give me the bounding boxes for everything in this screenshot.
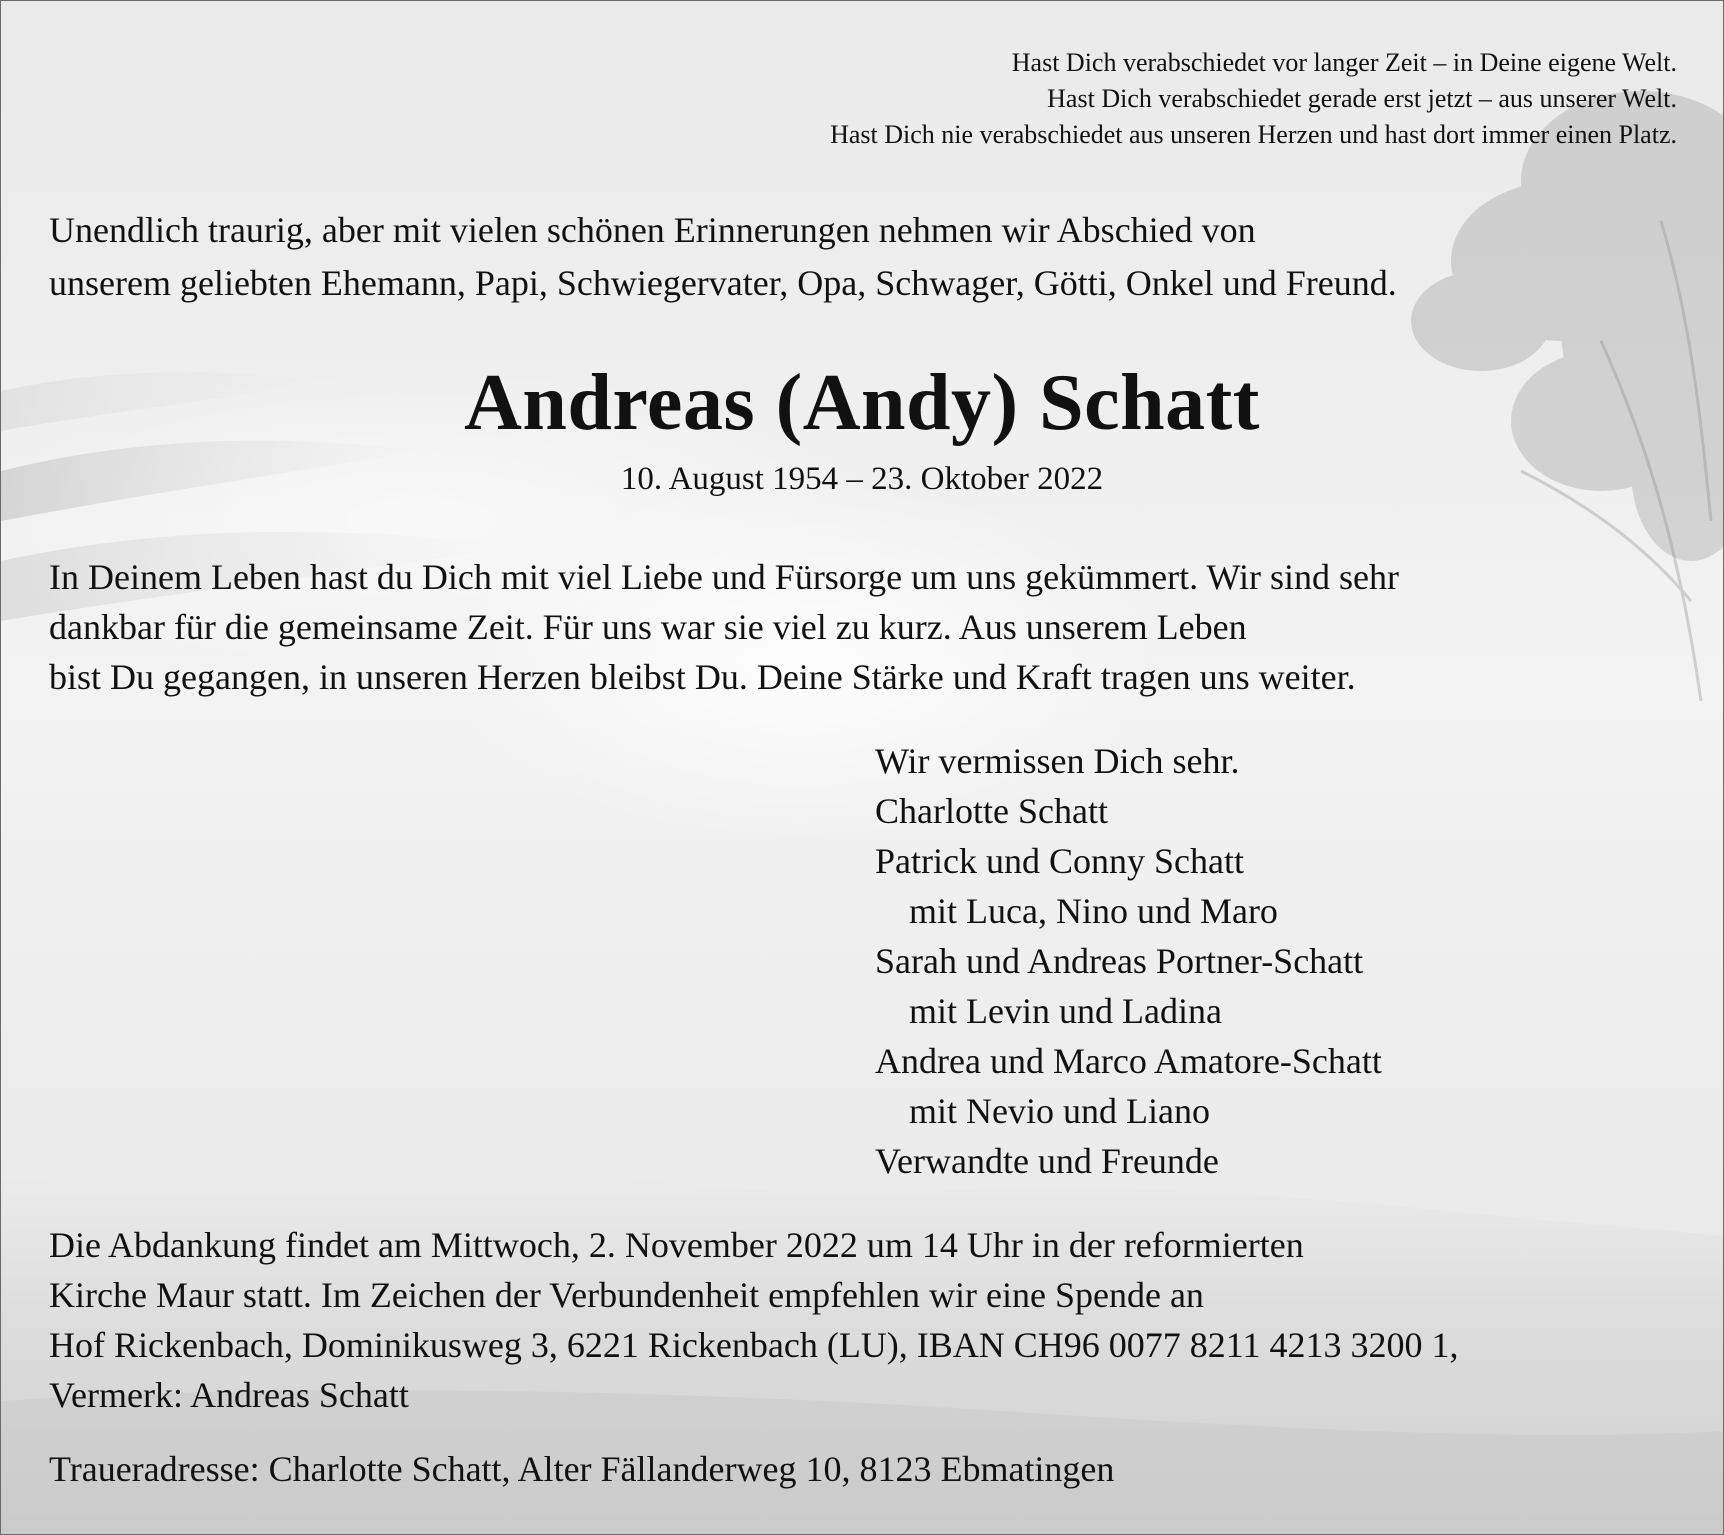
mourners-list-item: Charlotte Schatt [875, 791, 1108, 831]
intro-line: Unendlich traurig, aber mit vielen schönen Erinnerungen nehmen wir Abschied von [49, 210, 1256, 250]
intro-paragraph [49, 204, 1397, 310]
motto-line: Hast Dich verabschiedet vor langer Zeit – in Deine eigene Welt. [1011, 48, 1677, 77]
service-line: Vermerk: Andreas Schatt [49, 1375, 409, 1415]
intro-line: unserem geliebten Ehemann, Papi, Schwiegervater, Opa, Schwager, Götti, Onkel und Freund. [49, 263, 1397, 303]
mourners-list-item: mit Luca, Nino und Maro [909, 891, 1278, 931]
tribute-line: In Deinem Leben hast du Dich mit viel Liebe und Fürsorge um uns gekümmert. Wir sind sehr [49, 557, 1399, 597]
funeral-service-info [49, 1220, 1458, 1420]
life-dates: 10. August 1954 – 23. Oktober 2022 [620, 461, 1104, 497]
mourners-list-item: Andrea und Marco Amatore-Schatt [875, 1041, 1382, 1081]
service-line: Kirche Maur statt. Im Zeichen der Verbundenheit empfehlen wir eine Spende an [49, 1275, 1204, 1315]
service-line: Die Abdankung findet am Mittwoch, 2. November 2022 um 14 Uhr in der reformierten [49, 1225, 1304, 1265]
tribute-line: bist Du gegangen, in unseren Herzen bleibst Du. Deine Stärke und Kraft tragen uns weiter. [49, 657, 1356, 697]
mourners-list-item: Verwandte und Freunde [875, 1141, 1219, 1181]
tribute-paragraph [49, 552, 1399, 702]
mourners-list-item: Sarah und Andreas Portner-Schatt [875, 941, 1364, 981]
mourning-address: Traueradresse: Charlotte Schatt, Alter Fällanderweg 10, 8123 Ebmatingen [49, 1449, 1115, 1489]
motto-verse [830, 45, 1677, 153]
mourners-list-item: Patrick und Conny Schatt [875, 841, 1244, 881]
mourners-list-item: Wir vermissen Dich sehr. [875, 741, 1240, 781]
mourners-list-item: mit Nevio und Liano [909, 1091, 1210, 1131]
service-line: Hof Rickenbach, Dominikusweg 3, 6221 Rickenbach (LU), IBAN CH96 0077 8211 4213 3200 1, [49, 1325, 1459, 1365]
tribute-line: dankbar für die gemeinsame Zeit. Für uns war sie viel zu kurz. Aus unserem Leben [49, 607, 1247, 647]
motto-line: Hast Dich verabschiedet gerade erst jetzt – aus unserer Welt. [1047, 84, 1677, 113]
motto-line: Hast Dich nie verabschiedet aus unseren Herzen und hast dort immer einen Platz. [830, 120, 1677, 149]
deceased-name: Andreas (Andy) Schatt [464, 359, 1260, 447]
mourners-list [875, 736, 1382, 1186]
mourners-list-item: mit Levin und Ladina [909, 991, 1222, 1031]
